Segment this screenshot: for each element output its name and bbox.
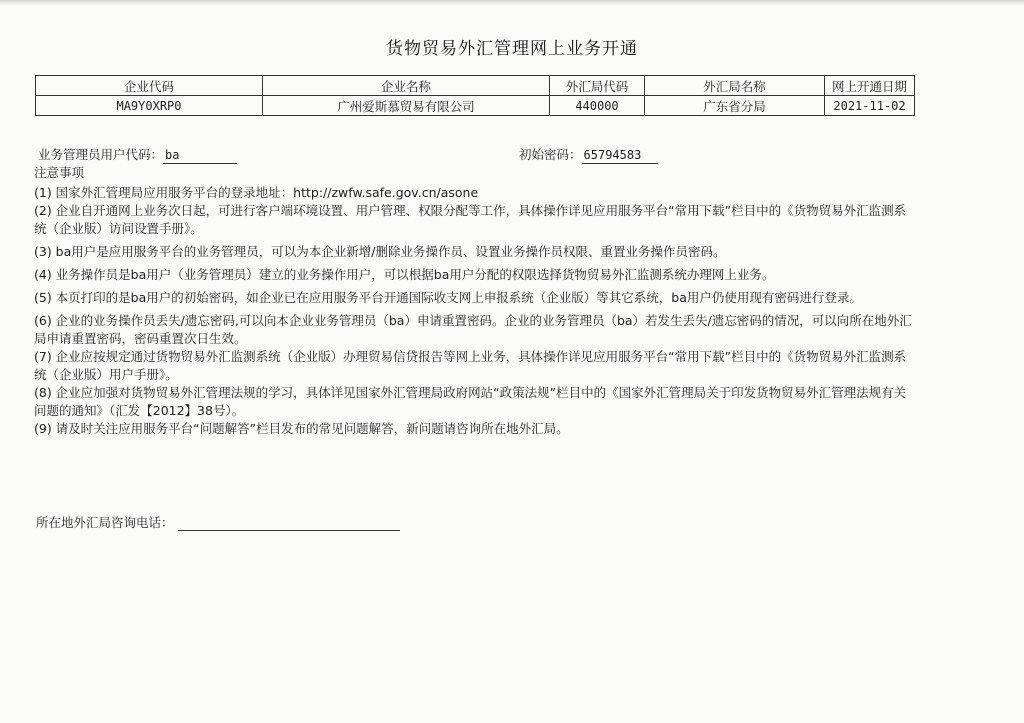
initial-password-value: 65794583 xyxy=(582,148,658,164)
note-item-8: (8) 企业应加强对货物贸易外汇管理法规的学习，具体详见国家外汇管理局政府网站“政策法规”栏目中的《国家外汇管理局关于印发货物贸易外汇管理法规有关问题的通知》（汇发【2012】38号）。 xyxy=(34,385,907,418)
header-company-code: 企业代码 xyxy=(36,76,263,96)
header-company-name: 企业名称 xyxy=(263,76,550,96)
admin-user-value: ba xyxy=(163,148,237,164)
note-item-6: (6) 企业的业务操作员丢失/遗忘密码,可以向本企业业务管理员（ba）申请重置密码。企业的业务管理员（ba）若发生丢失/遗忘密码的情况，可以向所在地外汇局申请重置密码，密码重置次日生效。 xyxy=(34,313,912,346)
cell-company-name: 广州爱斯慕贸易有限公司 xyxy=(263,96,550,116)
initial-password-field xyxy=(519,145,658,164)
business-info-table xyxy=(35,75,915,116)
note-item-4: (4) 业务操作员是ba用户（业务管理员）建立的业务操作用户，可以根据ba用户分配的权限选择货物贸易外汇监测系统办理网上业务。 xyxy=(34,267,775,282)
contact-phone-field xyxy=(36,513,400,531)
admin-user-label: 业务管理员用户代码： xyxy=(38,147,164,162)
cell-bureau-name: 广东省分局 xyxy=(645,96,825,116)
cell-company-code: MA9Y0XRP0 xyxy=(36,96,263,116)
cell-bureau-code: 440000 xyxy=(550,96,645,116)
note-item-9: (9) 请及时关注应用服务平台“问题解答”栏目发布的常见问题解答，新问题请咨询所在地外汇局。 xyxy=(34,421,569,436)
note-item-3: (3) ba用户是应用服务平台的业务管理员，可以为本企业新增/删除业务操作员、设置业务操作员权限、重置业务操作员密码。 xyxy=(34,244,726,259)
cell-open-date: 2021-11-02 xyxy=(825,96,915,116)
document-title: 货物贸易外汇管理网上业务开通 xyxy=(386,39,638,59)
table-header-row xyxy=(36,76,915,96)
header-bureau-code: 外汇局代码 xyxy=(550,76,645,96)
note-item-1: (1) 国家外汇管理局应用服务平台的登录地址：http://zwfw.safe.gov.cn/asone xyxy=(34,185,479,200)
notes-heading: 注意事项 xyxy=(34,165,85,180)
contact-phone-blank xyxy=(178,516,400,531)
admin-user-field xyxy=(38,145,237,164)
header-open-date: 网上开通日期 xyxy=(825,76,915,96)
note-item-7: (7) 企业应按规定通过货物贸易外汇监测系统（企业版）办理贸易信贷报告等网上业务，具体操作详见应用服务平台“常用下载”栏目中的《货物贸易外汇监测系统（企业版）用户手册》。 xyxy=(34,349,907,382)
contact-phone-label: 所在地外汇局咨询电话： xyxy=(36,515,174,530)
table-row xyxy=(36,96,915,116)
note-item-5: (5) 本页打印的是ba用户的初始密码，如企业已在应用服务平台开通国际收支网上申报系统（企业版）等其它系统，ba用户仍使用现有密码进行登录。 xyxy=(34,290,862,305)
scan-edge xyxy=(0,0,1024,6)
initial-password-label: 初始密码： xyxy=(519,147,582,162)
header-bureau-name: 外汇局名称 xyxy=(645,76,825,96)
note-item-2: (2) 企业自开通网上业务次日起，可进行客户端环境设置、用户管理、权限分配等工作，具体操作详见应用服务平台“常用下载”栏目中的《货物贸易外汇监测系统（企业版）访问设置手册》。 xyxy=(34,203,907,236)
notes-section xyxy=(34,164,914,438)
